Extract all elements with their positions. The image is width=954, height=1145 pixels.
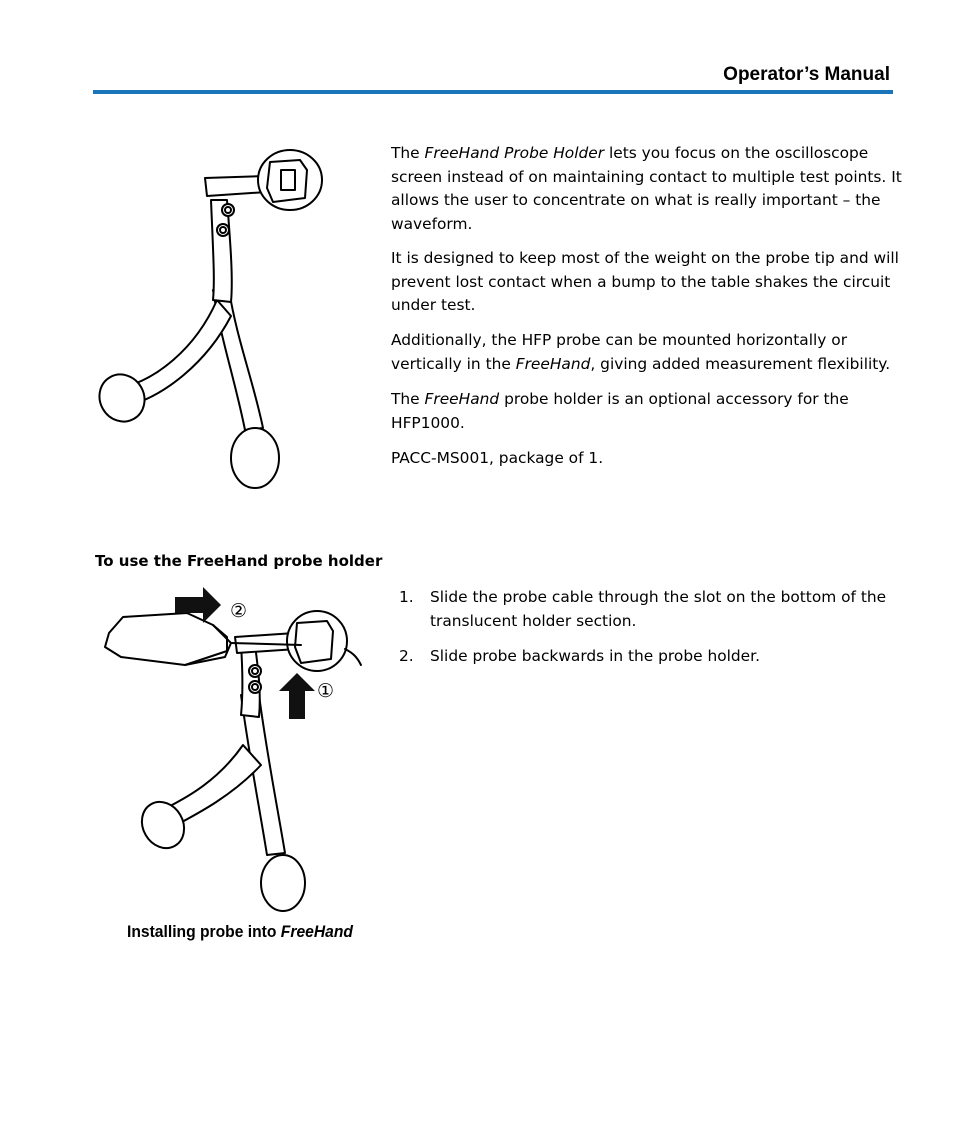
step-number: 1. xyxy=(399,588,414,606)
intro-paragraph-1: The FreeHand Probe Holder lets you focus on the oscilloscope screen instead of on maintaining contact to multiple test points. It allows the user to concentrate on what is really important – the waveform. xyxy=(391,144,902,233)
step-1-marker: ① xyxy=(317,680,335,702)
intro-paragraph-3: Additionally, the HFP probe can be mounted horizontally or vertically in the FreeHand, giving added measurement flexibility. xyxy=(391,331,891,373)
figure-caption: Installing probe into FreeHand xyxy=(127,922,353,941)
step-number: 2. xyxy=(399,647,414,665)
installing-probe-illustration xyxy=(95,585,375,915)
step-2-marker: ② xyxy=(230,600,248,622)
header-rule xyxy=(93,90,893,94)
section-heading: To use the FreeHand probe holder xyxy=(95,552,383,570)
intro-paragraph-2: It is designed to keep most of the weight on the probe tip and will prevent lost contact when a bump to the table shakes the circuit under test. xyxy=(391,249,899,314)
freehand-holder-illustration xyxy=(95,140,345,500)
step-text: Slide probe backwards in the probe holder. xyxy=(430,647,760,665)
intro-paragraph-4: The FreeHand probe holder is an optional accessory for the HFP1000. xyxy=(391,390,849,432)
part-number: PACC-MS001, package of 1. xyxy=(391,449,604,467)
step-text: Slide the probe cable through the slot on the bottom of the translucent holder section. xyxy=(430,588,887,630)
manual-title: Operator’s Manual xyxy=(723,64,890,85)
